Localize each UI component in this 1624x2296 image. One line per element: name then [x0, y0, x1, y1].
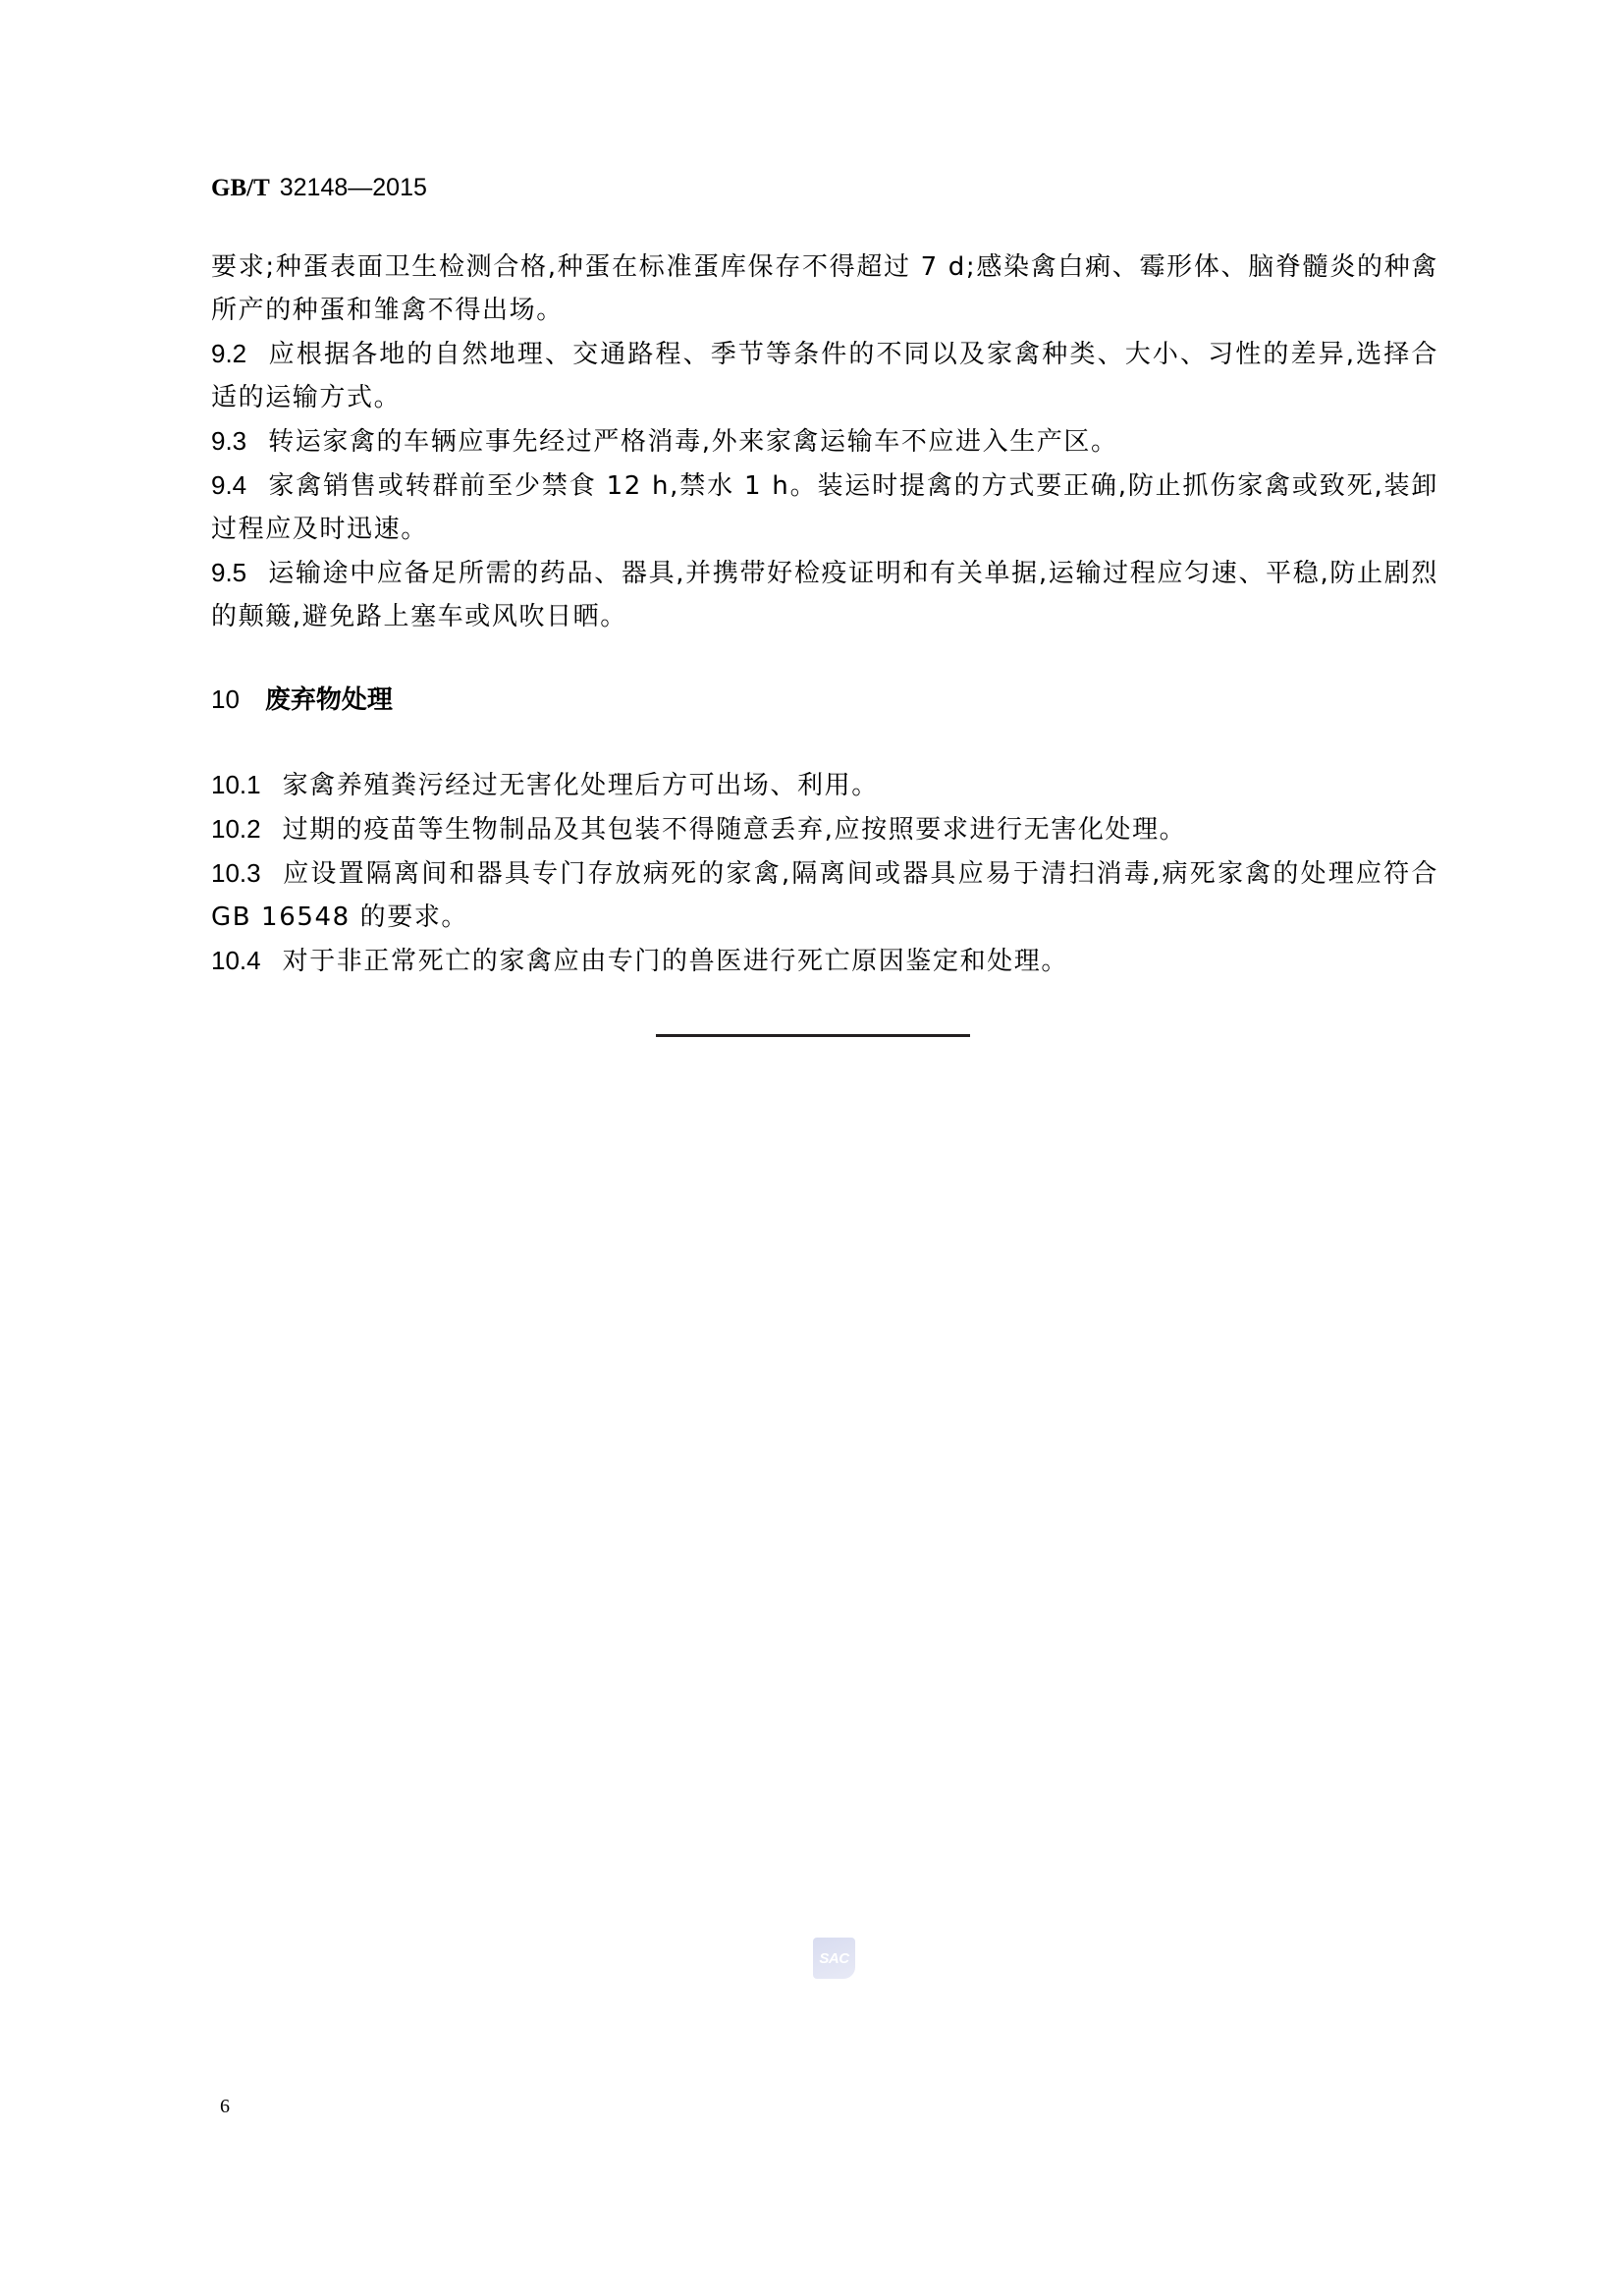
clause-10-4 [211, 939, 1438, 983]
section-10-heading [211, 678, 1438, 722]
clause-text: 转运家禽的车辆应事先经过严格消毒,外来家禽运输车不应进入生产区。 [268, 427, 1118, 457]
clause-text: 过期的疫苗等生物制品及其包装不得随意丢弃,应按照要求进行无害化处理。 [282, 815, 1187, 845]
clause-number: 9.4 [211, 470, 247, 500]
clause-number: 9.2 [211, 339, 247, 368]
clause-number: 10.3 [211, 858, 261, 888]
clause-number: 9.5 [211, 558, 247, 587]
paragraph-9-1-continued: 要求;种蛋表面卫生检测合格,种蛋在标准蛋库保存不得超过 7 d;感染禽白痢、霉形体、脑脊髓炎的种禽所产的种蛋和雏禽不得出场。 [211, 252, 1438, 325]
clause-9-5 [211, 551, 1438, 638]
standard-number: 32148—2015 [279, 174, 427, 201]
sac-watermark-logo [813, 1938, 855, 1979]
clause-10-2 [211, 807, 1438, 851]
document-header [211, 173, 427, 202]
clause-text: 运输途中应备足所需的药品、器具,并携带好检疫证明和有关单据,运输过程应匀速、平稳,防止剧烈的颠簸,避免路上塞车或风吹日晒。 [211, 559, 1438, 631]
page-number: 6 [220, 2096, 230, 2117]
clause-text: 家禽养殖粪污经过无害化处理后方可出场、利用。 [282, 771, 879, 800]
section-number: 10 [211, 684, 240, 714]
clause-10-3 [211, 851, 1438, 939]
clause-10-1 [211, 763, 1438, 807]
clause-text: 对于非正常死亡的家禽应由专门的兽医进行死亡原因鉴定和处理。 [282, 947, 1069, 976]
clause-number: 10.4 [211, 946, 261, 975]
end-of-document-rule [656, 1034, 970, 1037]
clause-9-2 [211, 332, 1438, 419]
clause-number: 10.2 [211, 814, 261, 844]
section-title: 废弃物处理 [264, 685, 393, 715]
standard-code: GB/T [211, 175, 270, 201]
clause-9-3 [211, 419, 1438, 464]
document-body [211, 246, 1438, 983]
clause-number: 9.3 [211, 426, 247, 456]
clause-9-4 [211, 464, 1438, 551]
clause-text: 应根据各地的自然地理、交通路程、季节等条件的不同以及家禽种类、大小、习性的差异,选择合适的运输方式。 [211, 340, 1438, 412]
clause-number: 10.1 [211, 770, 261, 799]
clause-text: 应设置隔离间和器具专门存放病死的家禽,隔离间或器具应易于清扫消毒,病死家禽的处理应符合 GB 16548 的要求。 [211, 859, 1438, 932]
clause-text: 家禽销售或转群前至少禁食 12 h,禁水 1 h。装运时提禽的方式要正确,防止抓伤家禽或致死,装卸过程应及时迅速。 [211, 471, 1438, 544]
sac-logo-text: SAC [819, 1949, 849, 1967]
